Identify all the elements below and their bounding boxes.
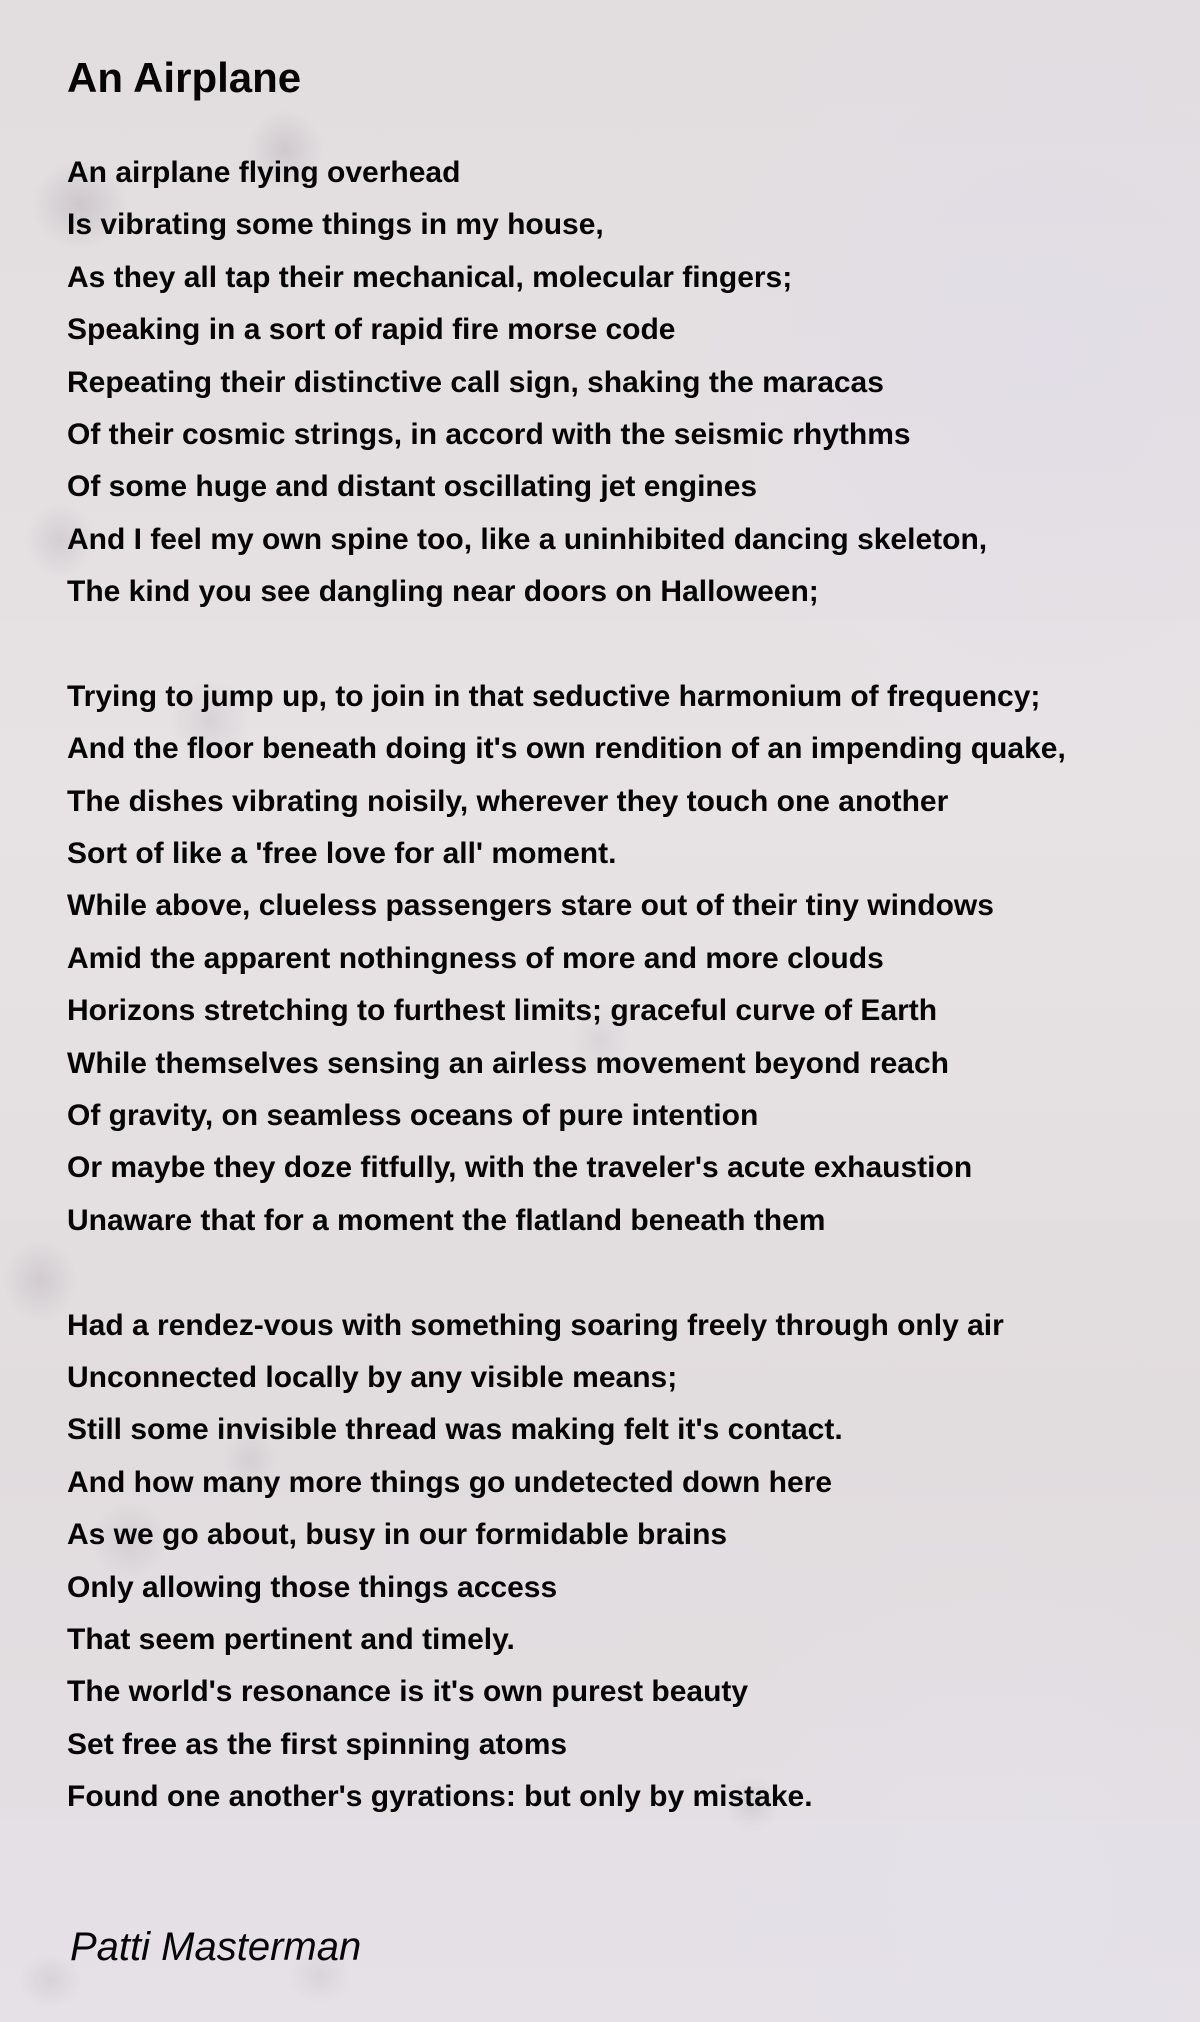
poem-line: Amid the apparent nothingness of more and more clouds <box>67 941 884 975</box>
poem-line: Repeating their distinctive call sign, shaking the maracas <box>67 365 884 399</box>
stanza-3 <box>67 1300 1066 1824</box>
poem-line: An airplane flying overhead <box>67 156 461 189</box>
poem-line: And the floor beneath doing it's own rendition of an impending quake, <box>67 732 1066 766</box>
poem-line: Trying to jump up, to join in that seductive harmonium of frequency; <box>67 679 1041 713</box>
poem-body <box>67 147 1066 1824</box>
poem-line: Of gravity, on seamless oceans of pure intention <box>67 1099 759 1133</box>
poem-line: Only allowing those things access <box>67 1570 558 1604</box>
poem-line: Set free as the first spinning atoms <box>67 1727 568 1761</box>
poem-line: Found one another's gyrations: but only by mistake. <box>67 1780 813 1814</box>
poem-line: Unaware that for a moment the flatland beneath them <box>67 1203 826 1237</box>
poem-line: And I feel my own spine too, like a uninhibited dancing skeleton, <box>67 522 988 556</box>
poem-line: And how many more things go undetected down here <box>67 1465 833 1499</box>
poem-line: That seem pertinent and timely. <box>67 1622 515 1656</box>
poem-line: Unconnected locally by any visible means; <box>67 1360 678 1394</box>
poem-line: Of their cosmic strings, in accord with the seismic rhythms <box>67 417 911 451</box>
poem-line: The world's resonance is it's own purest beauty <box>67 1675 749 1709</box>
poem-line: Of some huge and distant oscillating jet engines <box>67 470 758 504</box>
poem-line: As we go about, busy in our formidable brains <box>67 1518 728 1552</box>
poem-line: Horizons stretching to furthest limits; graceful curve of Earth <box>67 994 938 1028</box>
poem-line: Sort of like a 'free love for all' moment. <box>67 837 617 871</box>
poem-title: An Airplane <box>67 54 302 101</box>
poem-line: Or maybe they doze fitfully, with the traveler's acute exhaustion <box>67 1151 973 1185</box>
poem-line: Still some invisible thread was making felt it's contact. <box>67 1413 843 1447</box>
poem-line: Speaking in a sort of rapid fire morse code <box>67 313 676 347</box>
poem-author: Patti Masterman <box>70 1925 362 1969</box>
poem-line: While above, clueless passengers stare out of their tiny windows <box>67 889 994 923</box>
stanza-2 <box>67 671 1066 1247</box>
background-band <box>0 1820 1200 2022</box>
poem-line: As they all tap their mechanical, molecular fingers; <box>67 260 793 294</box>
poem-line: Is vibrating some things in my house, <box>67 208 604 242</box>
poem-line: The dishes vibrating noisily, wherever they touch one another <box>67 784 949 818</box>
poem-line: While themselves sensing an airless movement beyond reach <box>67 1046 949 1080</box>
stanza-1 <box>67 147 1066 619</box>
poem-line: The kind you see dangling near doors on Halloween; <box>67 575 819 609</box>
poem-line: Had a rendez-vous with something soaring freely through only air <box>67 1308 1004 1342</box>
